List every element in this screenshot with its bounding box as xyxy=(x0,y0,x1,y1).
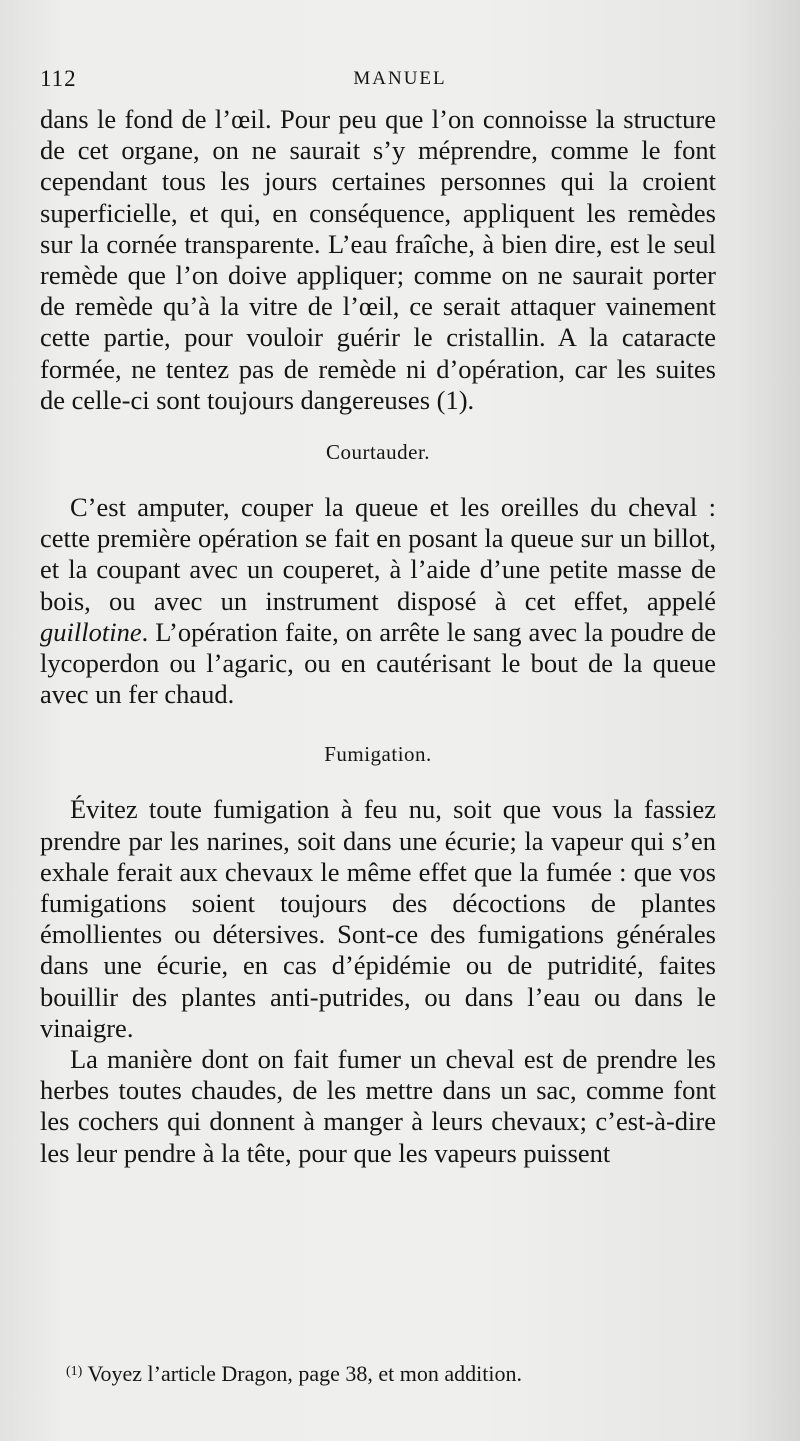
footnote-text: Voyez l’article Dragon, page 38, et mon addition. xyxy=(87,1361,523,1386)
running-title: MANUEL xyxy=(353,68,447,89)
paragraph-text: C’est amputer, couper la queue et les oreilles du cheval : cette première opération se fait en posant la queue sur un billot, et la coupant avec un couperet, à l’aide d’une petite masse de bois, ou avec un instrument disposé à cet effet, appelé xyxy=(40,492,716,616)
body-text xyxy=(40,104,716,1169)
paragraph-fumigation-method: La manière dont on fait fumer un cheval est de prendre les herbes toutes chaudes, de les mettre dans un sac, comme font les cochers qui donnent à manger à leurs chevaux; c’est-à-dire les leur pendre à la tête, pour que les vapeurs puissent xyxy=(40,1044,716,1168)
italic-term: guillotine xyxy=(40,616,142,647)
page-number: 112 xyxy=(40,66,77,91)
paragraph-continuation xyxy=(40,104,716,416)
section-title-courtauder: Courtauder. xyxy=(325,440,431,465)
running-head xyxy=(40,66,760,96)
section-title-fumigation: Fumigation. xyxy=(324,742,432,767)
paragraph-text: dans le fond de l’œil. Pour peu que l’on connoisse la structure de cet organe, on ne saurait s’y méprendre, comme le font cependant tous les jours certaines personnes qui la croient superficielle, et qui, en conséquence, appliquent les remèdes sur la cornée transparente. L’eau fraîche, à bien dire, est le seul remède que l’on doive appliquer; comme on ne saurait porter de remède qu’à la vitre de l’œil, ce serait attaquer vainement cette partie, pour vouloir guérir le cristallin. A la cataracte formée, ne tentez pas de remède ni d’opération, car les suites de celle-ci sont toujours dangereuses xyxy=(40,104,716,415)
paragraph-courtauder xyxy=(40,492,716,710)
footnote xyxy=(66,1358,760,1388)
footnote-marker: (1) xyxy=(66,1364,83,1379)
paragraph-text: . L’opération faite, on arrête le sang avec la poudre de lycoperdon ou l’agaric, ou en cautérisant le bout de la queue avec un fer chaud. xyxy=(40,616,716,710)
footnote-reference: (1). xyxy=(436,384,475,415)
paragraph-fumigation: Évitez toute fumigation à feu nu, soit que vous la fassiez prendre par les narines, soit dans une écurie; la vapeur qui s’en exhale ferait aux chevaux le même effet que la fumée : que vos fumigations soient toujours des décoctions de plantes émollientes ou détersives. Sont-ce des fumigations générales dans une écurie, en cas d’épidémie ou de putridité, faites bouillir des plantes anti-putrides, ou dans l’eau ou dans le vinaigre. xyxy=(40,794,716,1043)
